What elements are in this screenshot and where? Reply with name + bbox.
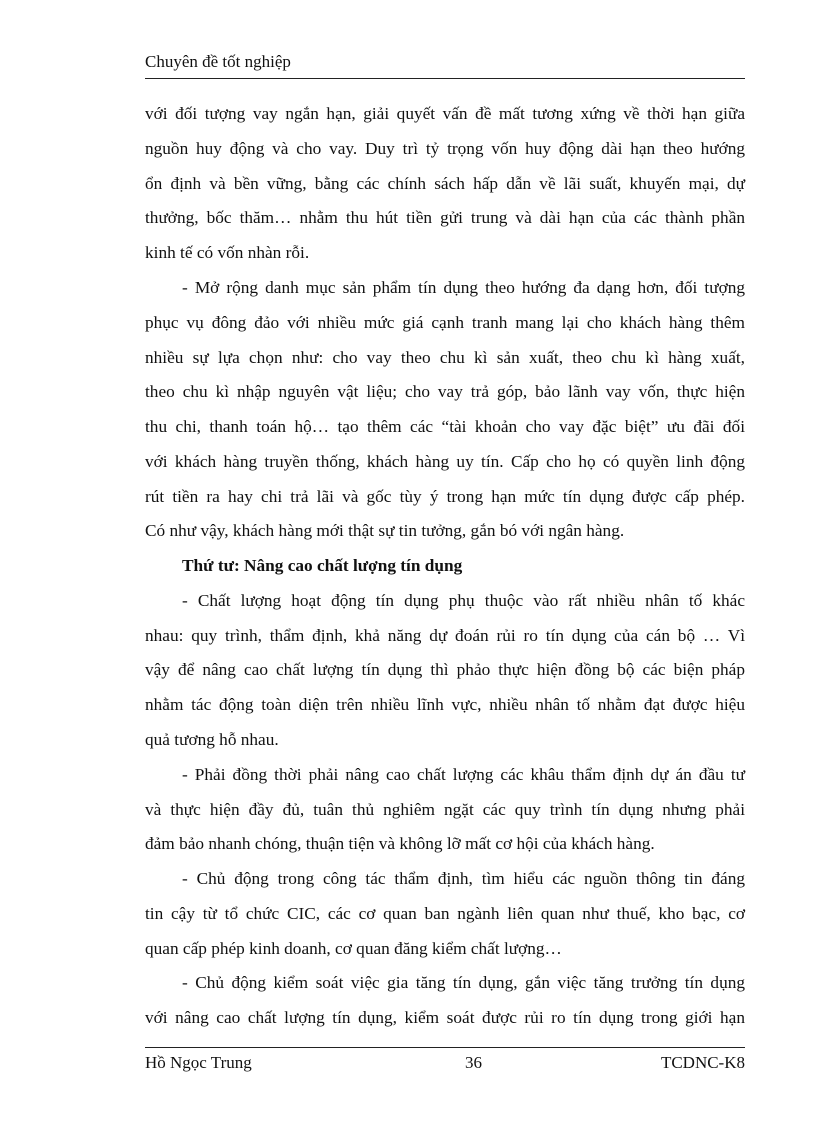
paragraph-first-line: - Phải đồng thời phải nâng cao chất lượng các khâu thẩm định dự án đầu tư [182, 765, 745, 784]
text-line: với khách hàng truyền thống, khách hàng uy tín. Cấp cho họ có quyền linh động [145, 452, 745, 471]
text-line: theo chu kì nhập nguyên vật liệu; cho vay trả góp, bảo lãnh vay vốn, thực hiện [145, 382, 745, 401]
page-header [145, 50, 745, 79]
footer-code: TCDNC-K8 [660, 1053, 745, 1072]
text-line: thu chi, thanh toán hộ… tạo thêm các “tài khoản cho vay đặc biệt” ưu đãi đối [145, 417, 745, 436]
text-line: phục vụ đông đảo với nhiều mức giá cạnh tranh mang lại cho khách hàng thêm [145, 313, 745, 332]
footer-author: Hồ Ngọc Trung [145, 1053, 252, 1072]
text-line: nhau: quy trình, thẩm định, khả năng dự đoán rủi ro tín dụng của cán bộ … Vì [145, 626, 745, 645]
text-line: kinh tế có vốn nhàn rỗi. [145, 243, 310, 262]
text-line: với đối tượng vay ngắn hạn, giải quyết vấn đề mất tương xứng về thời hạn giữa [145, 104, 745, 123]
text-line: nhằm tác động toàn diện trên nhiều lĩnh vực, nhiều nhân tố nhằm đạt được hiệu [145, 695, 745, 714]
text-line: thưởng, bốc thăm… nhằm thu hút tiền gửi trung và dài hạn của các thành phần [145, 208, 745, 227]
text-line: và thực hiện đầy đủ, tuân thủ nghiêm ngặt các quy trình tín dụng nhưng phải [145, 800, 745, 819]
text-line: nhiều sự lựa chọn như: cho vay theo chu kì sản xuất, theo chu kì hàng xuất, [145, 348, 745, 367]
page-number: 36 [465, 1053, 482, 1072]
page-footer [145, 1047, 745, 1080]
paragraph-first-line: - Mở rộng danh mục sản phẩm tín dụng theo hướng đa dạng hơn, đối tượng [182, 278, 745, 297]
text-line: ổn định và bền vững, bằng các chính sách hấp dẫn về lãi suất, khuyến mại, dự [145, 174, 745, 193]
section-heading: Thứ tư: Nâng cao chất lượng tín dụng [182, 556, 463, 575]
text-line: quan cấp phép kinh doanh, cơ quan đăng kiểm chất lượng… [145, 939, 562, 958]
paragraph-first-line: - Chủ động kiểm soát việc gia tăng tín dụng, gắn việc tăng trưởng tín dụng [182, 973, 745, 992]
text-line: tin cậy từ tổ chức CIC, các cơ quan ban ngành liên quan như thuế, kho bạc, cơ [145, 904, 745, 923]
text-line: quả tương hỗ nhau. [145, 730, 279, 749]
paragraph-first-line: - Chủ động trong công tác thẩm định, tìm hiểu các nguồn thông tin đáng [182, 869, 745, 888]
text-line: Có như vậy, khách hàng mới thật sự tin tưởng, gắn bó với ngân hàng. [145, 521, 625, 540]
header-title: Chuyên đề tốt nghiệp [145, 52, 291, 71]
text-line: vậy để nâng cao chất lượng tín dụng thì phảo thực hiện đồng bộ các biện pháp [145, 660, 745, 679]
text-line: với nâng cao chất lượng tín dụng, kiểm soát được rủi ro tín dụng trong giới hạn [145, 1008, 745, 1027]
text-line: rút tiền ra hay chi trả lãi và gốc tùy ý trong hạn mức tín dụng được cấp phép. [145, 487, 745, 506]
text-line: đảm bảo nhanh chóng, thuận tiện và không lỡ mất cơ hội của khách hàng. [145, 834, 655, 853]
text-line: nguồn huy động và cho vay. Duy trì tỷ trọng vốn huy động dài hạn theo hướng [145, 139, 745, 158]
paragraph-first-line: - Chất lượng hoạt động tín dụng phụ thuộc vào rất nhiều nhân tố khác [182, 591, 745, 610]
